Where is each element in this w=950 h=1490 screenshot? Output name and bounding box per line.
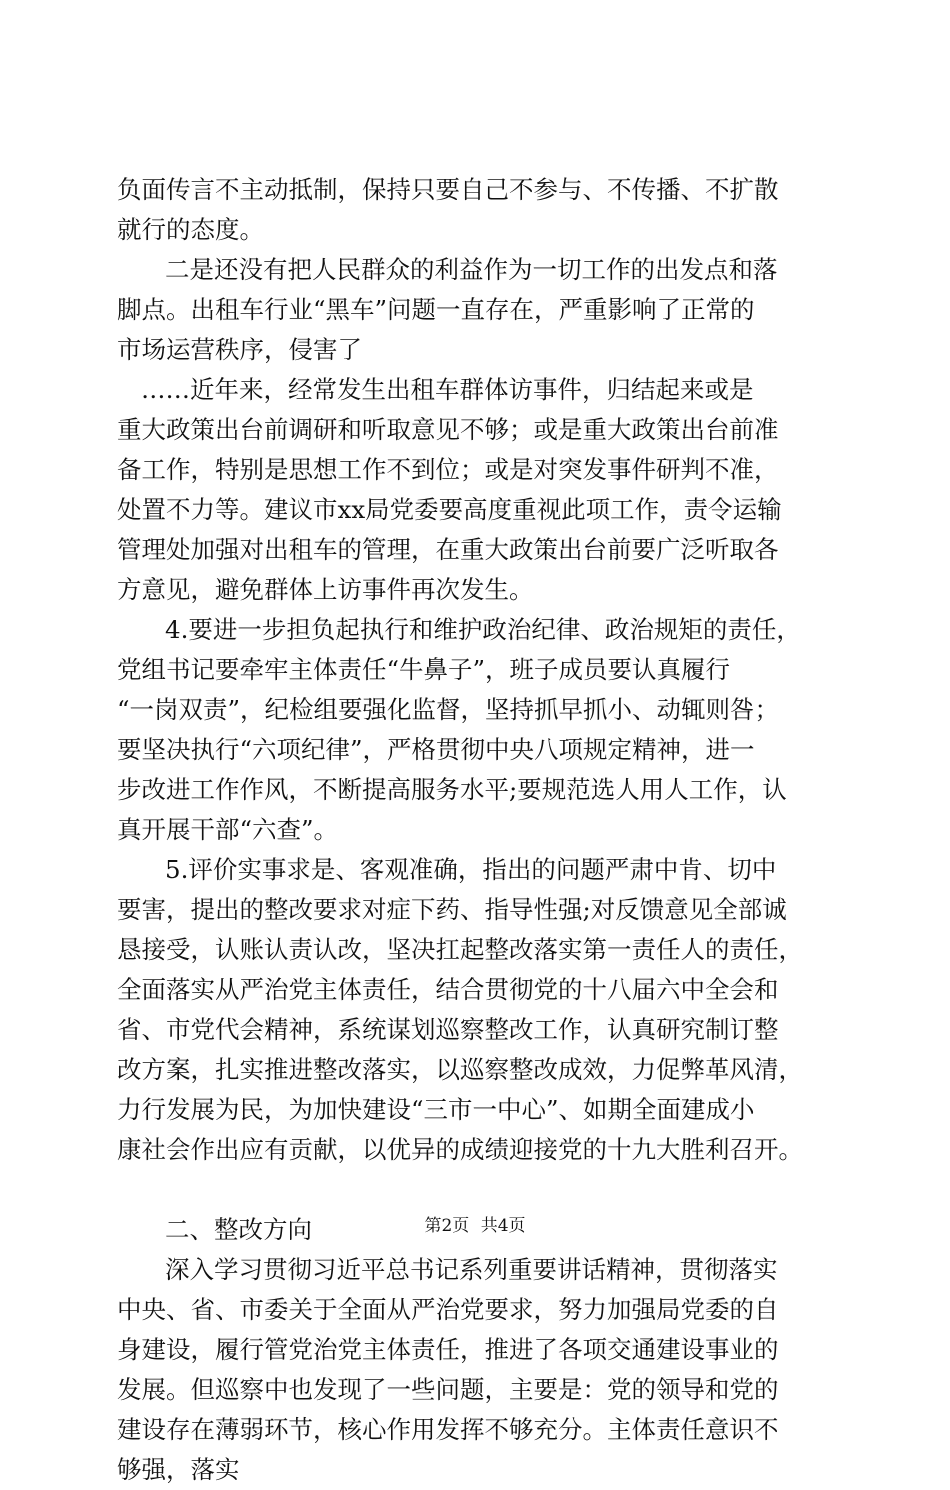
text-line: ……近年来，经常发生出租车群体访事件，归结起来或是 — [141, 375, 754, 404]
text-line: 党组书记要牵牢主体责任“牛鼻子”，班子成员要认真履行 — [117, 655, 731, 684]
text-line: 真开展干部“六查”。 — [117, 815, 339, 844]
text-line: 重大政策出台前调研和听取意见不够；或是重大政策出台前准 — [117, 415, 779, 444]
text-line: 管理处加强对出租车的管理，在重大政策出台前要广泛听取各 — [117, 535, 779, 564]
text-line: 够强，落实 — [117, 1455, 240, 1484]
text-line: 深入学习贯彻习近平总书记系列重要讲话精神，贯彻落实 — [165, 1255, 778, 1284]
text-line: 市场运营秩序，侵害了 — [117, 335, 362, 364]
text-line: 全面落实从严治党主体责任，结合贯彻党的十八届六中全会和 — [117, 975, 779, 1004]
text-line: 负面传言不主动抵制，保持只要自己不参与、不传播、不扩散 — [117, 175, 779, 204]
text-line: 步改进工作作风，不断提高服务水平;要规范选人用人工作，认 — [117, 775, 787, 804]
text-line: 4.要进一步担负起执行和维护政治纪律、政治规矩的责任， — [165, 615, 801, 644]
body-text — [117, 170, 837, 1490]
text-line: 脚点。出租车行业“黑车”问题一直存在，严重影响了正常的 — [117, 295, 755, 324]
text-line: 身建设，履行管党治党主体责任，推进了各项交通建设事业的 — [117, 1335, 779, 1364]
text-line: 方意见，避免群体上访事件再次发生。 — [117, 575, 534, 604]
text-line: 备工作，特别是思想工作不到位；或是对突发事件研判不准， — [117, 455, 779, 484]
paragraph-gap — [117, 1170, 837, 1210]
text-line: 康社会作出应有贡献，以优异的成绩迎接党的十九大胜利召开。 — [117, 1135, 803, 1164]
text-line: 要坚决执行“六项纪律”，严格贯彻中央八项规定精神，进一 — [117, 735, 755, 764]
text-line: 要害，提出的整改要求对症下药、指导性强;对反馈意见全部诚 — [117, 895, 787, 924]
text-line: 处置不力等。建议市xx局党委要高度重视此项工作，责令运输 — [117, 495, 782, 524]
text-line: 改方案，扎实推进整改落实，以巡察整改成效，力促弊革风清， — [117, 1055, 803, 1084]
text-line: 恳接受，认账认责认改，坚决扛起整改落实第一责任人的责任， — [117, 935, 803, 964]
text-line: 二是还没有把人民群众的利益作为一切工作的出发点和落 — [165, 255, 778, 284]
text-line: 发展。但巡察中也发现了一些问题，主要是：党的领导和党的 — [117, 1375, 779, 1404]
text-line: 中央、省、市委关于全面从严治党要求，努力加强局党委的自 — [117, 1295, 779, 1324]
section-heading: 二、整改方向 — [165, 1215, 312, 1244]
text-line: 建设存在薄弱环节，核心作用发挥不够充分。主体责任意识不 — [117, 1415, 779, 1444]
page-number: 第2页 — [424, 1216, 470, 1236]
text-line: “一岗双责”，纪检组要强化监督，坚持抓早抓小、动辄则咎； — [117, 695, 780, 724]
page-total: 共4页 — [480, 1216, 526, 1236]
text-line: 就行的态度。 — [117, 215, 264, 244]
text-line: 5.评价实事求是、客观准确，指出的问题严肃中肯、切中 — [165, 855, 777, 884]
text-line: 省、市党代会精神，系统谋划巡察整改工作，认真研究制订整 — [117, 1015, 779, 1044]
page-footer — [0, 1214, 950, 1238]
text-line: 力行发展为民，为加快建设“三市一中心”、如期全面建成小 — [117, 1095, 755, 1124]
